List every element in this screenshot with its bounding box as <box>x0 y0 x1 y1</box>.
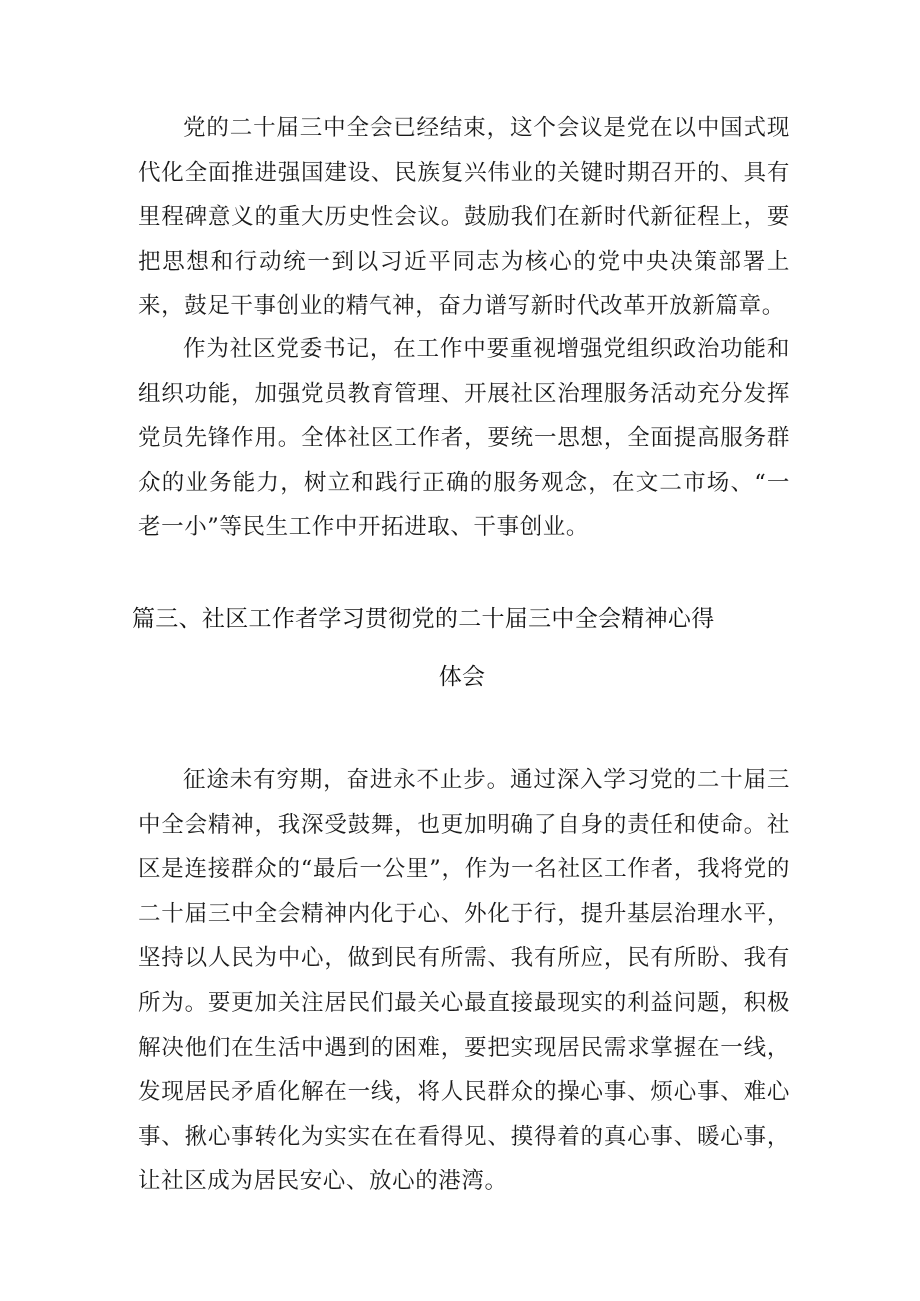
section-heading-line-1: 篇三、社区工作者学习贯彻党的二十届三中全会精神心得 <box>132 606 715 632</box>
body-paragraph-1: 党的二十届三中全会已经结束，这个会议是党在以中国式现代化全面推进强国建设、民族复兴伟业的关键时期召开的、具有里程碑意义的重大历史性会议。鼓励我们在新时代新征程上，要把思想和行动统一到以习近平同志为核心的党中央决策部署上来，鼓足干事创业的精气神，奋力谱写新时代改革开放新篇章。 <box>138 115 790 320</box>
body-paragraph-2: 作为社区党委书记，在工作中要重视增强党组织政治功能和组织功能，加强党员教育管理、开展社区治理服务活动充分发挥党员先锋作用。全体社区工作者，要统一思想，全面提高服务群众的业务能力，树立和践行正确的服务观念，在文二市场、“一老一小”等民生工作中开拓进取、干事创业。 <box>138 336 790 541</box>
section-heading-line-2: 体会 <box>438 664 486 690</box>
section-heading <box>132 590 792 706</box>
body-paragraph-3: 征途未有穷期，奋进永不止步。通过深入学习党的二十届三中全会精神，我深受鼓舞，也更加明确了自身的责任和使命。社区是连接群众的“最后一公里”，作为一名社区工作者，我将党的二十届三中全会精神内化于心、外化于行，提升基层治理水平，坚持以人民为中心，做到民有所需、我有所应，民有所盼、我有所为。要更加关注居民们最关心最直接最现实的利益问题，积极解决他们在生活中遇到的困难，要把实现居民需求掌握在一线，发现居民矛盾化解在一线，将人民群众的操心事、烦心事、难心事、揪心事转化为实实在在看得见、摸得着的真心事、暖心事，让社区成为居民安心、放心的港湾。 <box>138 767 790 1195</box>
